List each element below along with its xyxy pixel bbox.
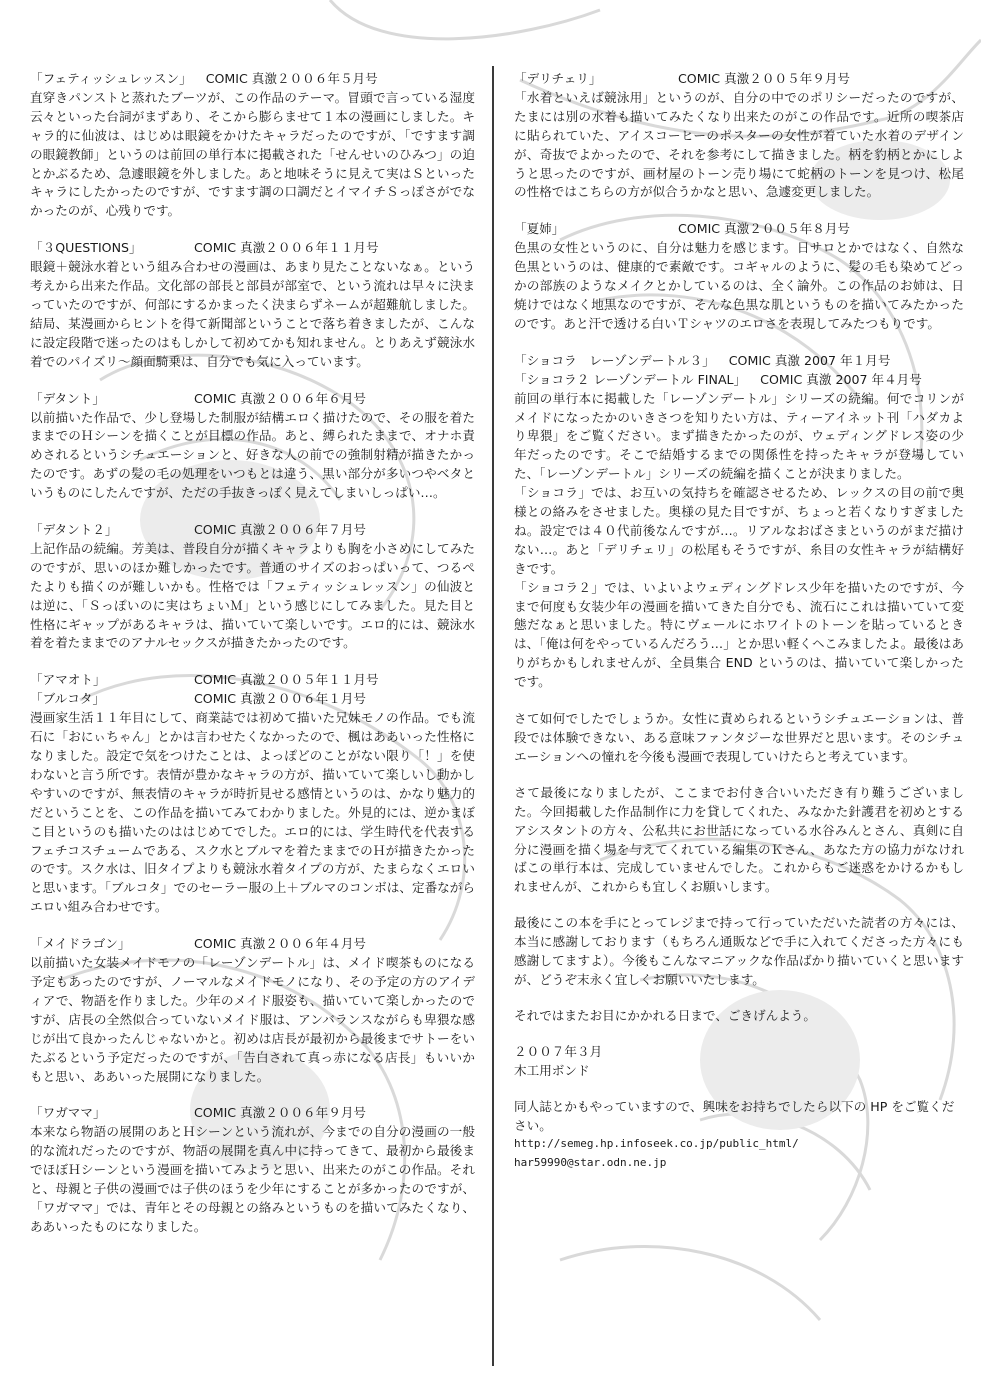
entry-3-questions bbox=[30, 239, 475, 371]
entry-title: 「メイドラゴン」 bbox=[30, 936, 131, 952]
entry-wagamama bbox=[30, 1104, 475, 1236]
entry-chocola bbox=[514, 352, 964, 692]
entry-detente-2 bbox=[30, 521, 475, 653]
entry-header bbox=[514, 352, 964, 371]
entry-source-2: COMIC 真激 2007 年４月号 bbox=[760, 371, 922, 387]
closing-paragraph-1: さて如何でしたでしょうか。女性に責められるというシチュエーションは、普段では体験できない、ある意味ファンタジーな世界だと思います。そのシチュエーションへの憧れを今後も漫画で表現していけたらと考えています。 bbox=[514, 711, 964, 764]
entry-header bbox=[30, 521, 475, 540]
entry-source: COMIC 真激２００６年１１月号 bbox=[194, 240, 379, 256]
entry-header-2 bbox=[30, 690, 475, 709]
date-line: ２００７年３月 bbox=[514, 1043, 603, 1059]
closing-paragraph-3: 最後にこの本を手にとってレジまで持って行っていただいた読者の方々には、本当に感謝しております（もちろん通販などで手に入れてくださった方々にも感謝してますよ）。今後もこんなマニアックな作品ばかり描いていくと思いますが、どうぞ末永く宜しくお願いいたします。 bbox=[514, 915, 964, 987]
entry-title: 「フェティッシュレッスン」 bbox=[30, 71, 192, 86]
column-divider bbox=[492, 66, 494, 1366]
closing-paragraph-4: それではまたお目にかかれる日まで、ごきげんよう。 bbox=[514, 1007, 816, 1023]
entry-amaoto bbox=[30, 671, 475, 917]
entry-title: 「アマオト」 bbox=[30, 672, 106, 688]
entry-title: 「３QUESTIONS」 bbox=[30, 240, 142, 256]
entry-header bbox=[30, 1104, 475, 1123]
homepage-url-link[interactable]: http://semeg.hp.infoseek.co.jp/public_html/ bbox=[514, 1137, 799, 1151]
entry-source: COMIC 真激２００６年６月号 bbox=[194, 390, 367, 406]
entry-body: 漫画家生活１１年目にして、商業誌では初めて描いた兄妹モノの作品。でも流石に「おにぃちゃん」とかは言わせたくなかったので、楓はああいった性格になりました。設定で気をつけたことは、よっぽどのことがない限り「！」を使わないと言う所です。表情が豊かなキャラの方が、描いていて楽しいし動かしやすいのですが、無表情のキャラが時折見せる感情というのは、かなり魅力的だということを、この作品を描いてみてわかりました。外見的には、逆かまぼこ目というのも描いたのははじめてでした。エロ的には、学生時代を代表するフェチコスチュームである、スク水とブルマを着たままでのＨが描きたかったのです。スク水は、旧タイプよりも競泳水着タイプの方が、たまらなくエロいと思います。「ブルコタ」でのセーラー服の上＋ブルマのコンボは、定番ながらエロい組み合わせです。 bbox=[30, 710, 475, 915]
entry-body: 以前描いた女装メイドモノの「レーゾンデートル」は、メイド喫茶ものになる予定もあったのですが、ノーマルなメイドモノになり、その予定の方のアイディアで、物語を作りました。少年のメイド服姿も、描いていて楽しかったのですが、店長の全然似合っていないメイド服は、アンバランスながらも卑猥な感じが出て良かったんじゃないかと。初めは店長が最初から最後までサトーをいたぶるという予定だったのですが、「告白されて真っ赤になる店長」もいいかもと思い、ああいった展開になりました。 bbox=[30, 955, 476, 1084]
entry-body: 上記作品の続編。芳美は、普段自分が描くキャラよりも胸を小さめにしてみたのですが、思いのほか難しかったです。普通のサイズのおっぱいって、つるぺたよりも描くのが難しいかも。性格では「フェティッシュレッスン」の仙波とは逆に、「Ｓっぽいのに実はちょいＭ」という感じにしてみました。見た目と性格にギャップがあるキャラは、描いていて楽しいです。エロ的には、競泳水着を着たままでのアナルセックスが描きたかったのです。 bbox=[30, 540, 476, 651]
entry-body: 本来なら物語の展開のあとＨシーンという流れが、今までの自分の漫画の一般的な流れだったのですが、物語の展開を真ん中に持ってきて、最初から最後までほぼＨシーンという漫画を描いてみようと思い、出来たのがこの作品。それと、母親と子供の漫画では子供のほうを少年にすることが多かったのですが、「ワガママ」では、青年とその母親との絡みというものを描いてみたくなり、ああいったものになりました。 bbox=[30, 1124, 475, 1234]
entry-title-2: 「ブルコタ」 bbox=[30, 691, 106, 707]
entry-title: 「デタント」 bbox=[30, 390, 105, 406]
entry-source: COMIC 真激２００５年８月号 bbox=[678, 221, 851, 237]
entry-delicheri bbox=[514, 70, 964, 202]
entry-header bbox=[30, 935, 475, 954]
entry-source: COMIC 真激２００６年９月号 bbox=[194, 1105, 367, 1121]
entry-header bbox=[30, 390, 475, 409]
entry-source: COMIC 真激 2007 年１月号 bbox=[728, 352, 891, 368]
entry-source: COMIC 真激２００６年４月号 bbox=[194, 936, 367, 952]
entry-header bbox=[30, 239, 475, 258]
entry-source: COMIC 真激２００５年１１月号 bbox=[194, 672, 379, 688]
entry-title: 「デリチェリ」 bbox=[514, 71, 602, 86]
entry-title: 「夏姉」 bbox=[514, 221, 565, 237]
entry-title: 「デタント２」 bbox=[30, 522, 118, 538]
right-column bbox=[514, 70, 964, 1173]
entry-body: 眼鏡＋競泳水着という組み合わせの漫画は、あまり見たことないなぁ。という考えから出来た作品。文化部の部長と部員が部室で、という流れは早々に決まっていたのですが、何部にするかまったく決まらずネームが超難航しました。結局、某漫画からヒントを得て新聞部ということで落ち着きましたが、こんなに設定段階で迷ったのはもしかして初めてかも知れません。とりあえず競泳水着でのパイズリ〜顔面騎乗は、自分でも気に入っています。 bbox=[30, 259, 476, 369]
entry-header bbox=[30, 70, 475, 89]
entry-body: 「水着といえば競泳用」というのが、自分の中でのポリシーだったのですが、たまには別の水着も描いてみたくなり出来たのがこの作品です。近所の喫茶店に貼られていた、アイスコーヒーのポスターの女性が着ていた水着のデザインが、奇抜でよかったので、それを参考にして描きました。柄を豹柄とかにしようと思ったのですが、画材屋のトーン売り場にて蛇柄のトーンを見つけ、松尾の性格ではこちらの方が似合うかなと思い、急遽変更しました。 bbox=[514, 89, 964, 200]
entry-source: COMIC 真激２００５年９月号 bbox=[678, 71, 851, 86]
entry-header-2 bbox=[514, 371, 964, 390]
homepage-note: 同人誌とかもやっていますので、興味をお持ちでしたら以下の HP をご覧ください。 bbox=[514, 1098, 955, 1133]
closing-paragraph-2: さて最後になりましたが、ここまでお付き合いいただき有り難うございました。今回掲載した作品制作に力を貸してくれた、みなかた針護君を初めとするアシスタントの方々、公私共にお世話になっている水谷みんとさん、真剣に自分に漫画を描く場を与えてくれている編集のＫさん、あなた方の協力がなければこの単行本は、完成していませんでした。これからもご迷惑をかけるかもしれませんが、これからも宜しくお願いします。 bbox=[514, 784, 964, 895]
entry-body-2: 「ショコラ」では、お互いの気持ちを確認させるため、レックスの目の前で奥様との絡みをさせました。奥様の見た目ですが、ちょっと若くなりすぎましたね。設定では４０代前後なんですが…。リアルなおばさまというのがまだ描けない…。あと「デリチェリ」の松尾もそうですが、糸目の女性キャラが結構好きです。 bbox=[514, 485, 964, 576]
entry-body: 前回の単行本に掲載した「レーゾンデートル」シリーズの続編。何でコリンがメイドになったかのいきさつを知りたい方は、ティーアイネット刊「ハダカより卑猥」をご覧ください。まず描きたかったのが、ウェディングドレス姿の少年だったのです。そこで結婚するまでの関係性を持ったキャラが登場していた、「レーゾンデートル」シリーズの続編を描くことが決まりました。 bbox=[514, 390, 964, 482]
entry-source-2: COMIC 真激２００６年１月号 bbox=[194, 691, 367, 707]
entry-title: 「ショコラ レーゾンデートル３」 bbox=[514, 352, 715, 368]
entry-body-3: 「ショコラ２」では、いよいよウェディングドレス少年を描いたのですが、今まで何度も女装少年の漫画を描いてきた自分でも、流石にこれは描いていて変態だなぁと思いました。特にヴェールにホワイトのトーンを貼っているときは、「俺は何をやっているんだろう…」とか思い軽くヘこみましたよ。最後はありがちかもしれませんが、全員集合 END というのは、描いていて楽しかったです。 bbox=[514, 579, 965, 690]
entry-header bbox=[514, 220, 964, 239]
entry-header bbox=[514, 70, 964, 89]
author-signature: 木工用ボンド bbox=[514, 1062, 590, 1078]
left-column bbox=[30, 70, 475, 1255]
entry-detente bbox=[30, 390, 475, 503]
entry-source: COMIC 真激２００６年７月号 bbox=[194, 522, 367, 538]
email-address-link[interactable]: har59990@star.odn.ne.jp bbox=[514, 1156, 667, 1170]
entry-header bbox=[30, 671, 475, 690]
entry-body: 色黒の女性というのに、自分は魅力を感じます。日サロとかではなく、自然な色黒というのは、健康的で素敵です。コギャルのように、髪の毛も染めてどっかの部族のようなメイクとかしているのは、全く論外。この作品のお姉は、日焼けではなく地黒なのですが、そんな色黒な肌というものを描いてみたかったのです。あと汗で透ける白いＴシャツのエロさを表現してみたつもりです。 bbox=[514, 240, 964, 331]
entry-body: 直穿きパンストと蒸れたブーツが、この作品のテーマ。冒頭で言っている湿度云々といった台詞がまずあり、そこから膨らませて１本の漫画にしました。キャラ的に仙波は、はじめは眼鏡をかけたキャラだったのですが、「ですます調の眼鏡教師」というのは前回の単行本に掲載された「せんせいのひみつ」の迫とかぶるため、急遽眼鏡を外しました。あと地味そうに見えて実はＳといったキャラにしたかったのですが、ですます調の口調だとイマイチＳっぽさがでなかったのが、心残りです。 bbox=[30, 89, 476, 219]
entry-natsu-ane bbox=[514, 220, 964, 333]
entry-maid-dragon bbox=[30, 935, 475, 1086]
entry-title-2: 「ショコラ２ レーゾンデートル FINAL」 bbox=[514, 371, 747, 387]
entry-body: 以前描いた作品で、少し登場した制服が結構エロく描けたので、その服を着たままでのＨシーンを描くことが目標の作品。あと、縛られたままで、オナホ責めされるというシチュエーションと、好きな人の前での強制射精が描きたかったのです。あずの髪の毛の処理をいつもとは違う、黒い部分が多いつやベタというものにしたんですが、ただの手抜きっぽく見えてしまいしっぱい…。 bbox=[30, 409, 475, 501]
entry-source: COMIC 真激２００６年５月号 bbox=[205, 71, 378, 86]
entry-title: 「ワガママ」 bbox=[30, 1105, 106, 1121]
entry-fetish-lesson bbox=[30, 70, 475, 221]
